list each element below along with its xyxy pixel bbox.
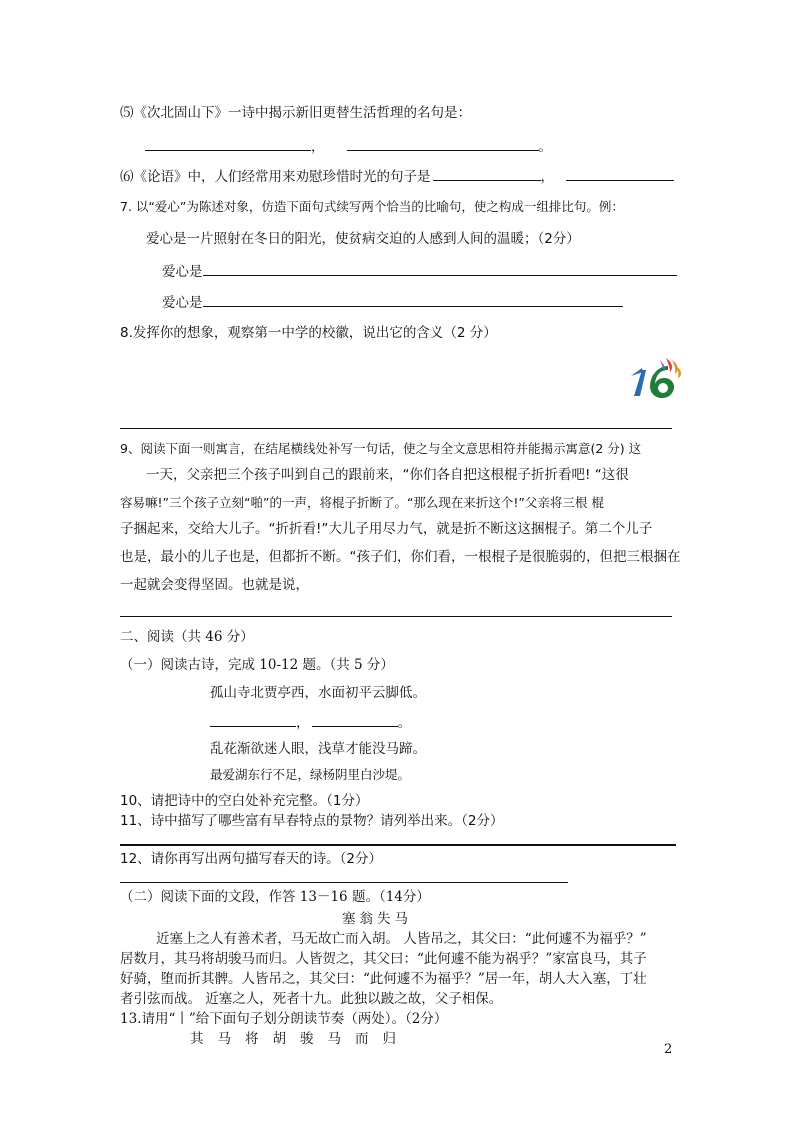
part-1-heading: （一）阅读古诗，完成 10-12 题。（共 5 分） [120,657,394,673]
passage-line-1: 近塞上之人有善术者，马无故亡而入胡。 人皆吊之，其父曰：“此何遽不为福乎？” [156,931,647,947]
poem-line-2: 乱花渐欲迷人眼，浅草才能没马蹄。 [210,741,426,757]
q6-text: 《论语》中，人们经常用来劝慰珍惜时光的句子是 [133,169,431,185]
q5-blank-2[interactable] [347,136,539,151]
q6-blank-2[interactable] [566,166,674,181]
page-number: 2 [664,1042,673,1057]
q12-answer-rule[interactable] [120,882,568,883]
q9-line-6: 一起就会变得坚固。也就是说， [120,577,309,593]
q13-prompt: 13.请用“丨”给下面句子划分朗读节奏（两处）。（2分） [120,1011,448,1027]
q9-line-5: 也是，最小的儿子也是，但都折不断。“孩子们，你们看，一根棍子是很脆弱的，但把三根捆在 [120,549,681,565]
poem-blank-2[interactable] [312,712,398,727]
q9-line-3: 容易嘛!”三个孩子立刻“啪”的一声，将棍子折断了。“那么现在来折这个!”父亲将三根 棍 [120,495,604,510]
q8-prompt: 8.发挥你的想象，观察第一中学的校徽，说出它的含义（2 分） [120,325,497,341]
q5-answer-line: ， 。 [145,136,552,156]
q9-line-1: 9、阅读下面一则寓言，在结尾横线处补写一句话，使之与全文意思相符并能揭示寓意(2 分) 这 [120,441,642,456]
q11-answer-rule[interactable] [120,844,676,846]
q5-number: ⑸ [120,105,134,121]
q11-prompt: 11、诗中描写了哪些富有早春特点的景物？请列举出来。（2分） [120,813,504,829]
q7-blank-2[interactable] [203,292,623,307]
poem-blank-1[interactable] [210,712,296,727]
q10-prompt: 10、请把诗中的空白处补充完整。（1分） [120,793,369,809]
passage-line-4: 者引弦而战。 近塞之人，死者十九。此独以跛之故，父子相保。 [120,991,503,1007]
poem-blank-line: ， 。 [210,712,411,732]
passage-line-2: 居数月，其马将胡骏马而归。人皆贺之，其父曰：“此何遽不能为祸乎？”家富良马，其子 [120,951,647,967]
q13-sentence[interactable]: 其马将胡骏马而归 [190,1031,410,1047]
q7-answer-2: 爱心是 [162,292,623,312]
q9-answer-rule[interactable] [120,616,672,617]
q7-prompt: 7. 以“爱心”为陈述对象，仿造下面句式续写两个恰当的比喻句，使之构成一组排比句。例： [120,199,624,214]
passage-line-3: 好骑，堕而折其髀。人皆吊之，其父曰：“此何遽不为福乎？”居一年，胡人大入塞，丁壮 [120,971,647,987]
part-2-heading: （二）阅读下面的文段，作答 13－16 题。（14分） [120,889,430,905]
q12-prompt: 12、请你再写出两句描写春天的诗。（2分） [120,851,383,867]
q5-text: 《次北固山下》一诗中揭示新旧更替生活哲理的名句是： [133,105,471,121]
section-2-title: 二、阅读（共 46 分） [120,629,254,645]
q7-answer-1: 爱心是 [162,261,677,281]
q5-prompt [120,104,471,122]
q6-prompt: ⑹《论语》中，人们经常用来劝慰珍惜时光的句子是 ， [120,166,674,186]
passage-title: 塞翁失马 [342,911,412,927]
school-emblem-16-icon [628,356,684,402]
q6-blank-1[interactable] [433,166,541,181]
q5-blank-1[interactable] [145,136,311,151]
poem-line-3: 最爱湖东行不足，绿杨阴里白沙堤。 [210,767,411,782]
q7-example: 爱心是一片照射在冬日的阳光，使贫病交迫的人感到人间的温暖；（2分） [146,231,580,247]
q9-line-4: 子捆起来，交给大儿子。“折折看!”大儿子用尽力气，就是折不断这这捆棍子。第二个儿子 [120,521,653,537]
q8-answer-rule[interactable] [120,428,672,429]
q9-line-2: 一天，父亲把三个孩子叫到自己的跟前来，“你们各自把这根棍子折折看吧! “这很 [146,467,629,483]
q7-blank-1[interactable] [203,261,677,276]
poem-line-1: 孤山寺北贾亭西，水面初平云脚低。 [210,685,426,701]
